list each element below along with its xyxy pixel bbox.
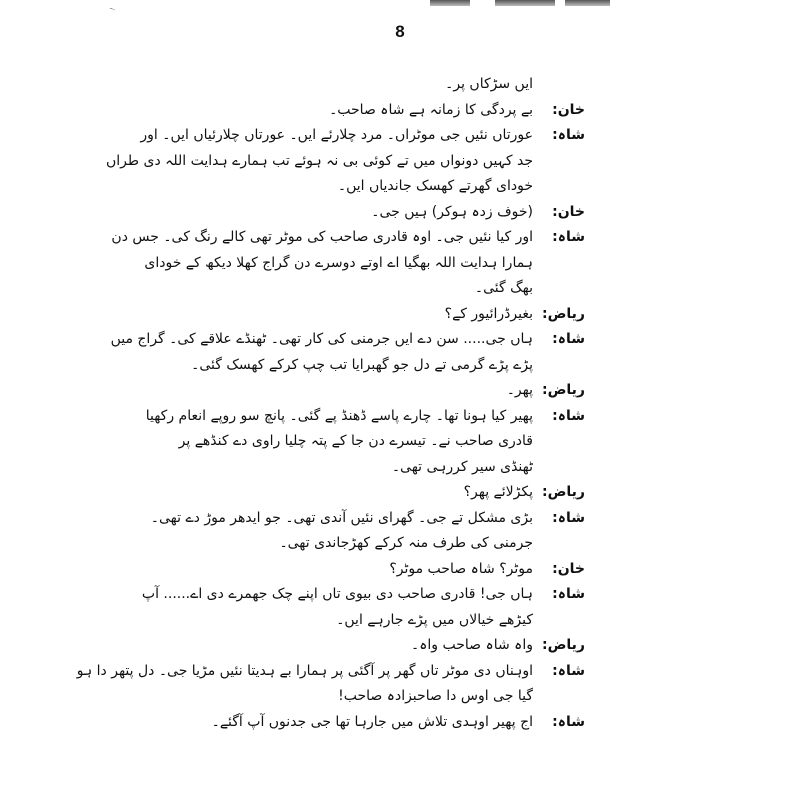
dialogue-continuation [190,353,585,379]
dialogue-line [141,582,585,608]
page-number: 8 [395,22,405,41]
dialogue-text: پڑے پڑے گرمی تے دل جو گھبرایا تب چپ کرکے کھسک گئی۔ [191,356,533,373]
dialogue-text: جد کہیں دونواں میں تے کوئی بی نہ ہوئے تب ہمارے ہدایت اللہ دی طراں [106,152,533,169]
dialogue-text: بھگ گئی۔ [474,280,533,296]
dialogue-text: اوہناں دی موٹر تاں گھر پر آگئی پر ہمارا بے ہدیتا نئیں مڑیا جی۔ دل پتھر دا ہو [76,662,533,679]
dialogue-text: اور کیا نئیں جی۔ اوہ قادری صاحب کی موٹر تھی کالے رنگ کی۔ جس دن [111,229,533,245]
dialogue-text: بے پردگی کا زمانہ ہے شاہ صاحب۔ [329,101,533,118]
dialogue-text: خودای گھرتے کھسک جاندیاں ایں۔ [337,178,533,194]
dialogue-text: ہاں جی..... سن دے ایں جرمنی کی کار تھی۔ ٹھنڈے علاقے کی۔ گراج میں [110,331,533,347]
scan-edge-shadow [565,0,610,6]
scan-edge-shadow [430,0,470,6]
dialogue-text: پھر۔ [506,382,533,398]
dialogue-text: ہاں جی! قادری صاحب دی بیوی تاں اپنے چک جھمرے دی اے...... آپ [141,586,533,602]
speaker-name: خان: [552,560,585,577]
scan-corner-mark: ـ ِ [110,2,115,11]
dialogue-text: اج پھیر اوہدی تلاش میں جارہا تھا جی جدنوں آپ آگئے۔ [211,713,533,730]
speaker-name: شاہ: [552,662,585,679]
dialogue-line [190,633,585,659]
speaker-name: شاہ: [552,509,585,526]
speaker-name: شاہ: [552,407,585,424]
speaker-name: شاہ: [552,127,585,143]
dialogue-continuation [190,174,585,200]
dialogue-text: جرمنی کی طرف منہ کرکے کھڑجاندی تھی۔ [279,535,533,551]
dialogue-continuation [190,531,585,557]
dialogue-line [110,327,585,353]
scan-edge-shadow [495,0,555,6]
dialogue-line [190,710,585,736]
speaker-name: شاہ: [552,586,585,602]
speaker-name: خان: [552,203,585,220]
dialogue-continuation [144,251,585,277]
dialogue-continuation [190,72,585,98]
dialogue-line [190,200,585,226]
speaker-name: خان: [552,101,585,118]
speaker-name: شاہ: [552,331,585,347]
dialogue-text: (خوف زدہ ہوکر) ہیں جی۔ [371,203,533,220]
dialogue-line [190,302,585,328]
speaker-name: ریاض: [541,382,585,398]
dialogue-line [190,378,585,404]
dialogue-text: واہ شاہ صاحب واہ۔ [410,637,533,653]
dialogue-continuation [190,276,585,302]
dialogue-continuation [190,455,585,481]
dialogue-text: بغیرڈرائیور کے؟ [444,305,533,322]
dialogue-text: موٹر؟ شاہ صاحب موٹر؟ [389,560,533,577]
dialogue-text: بڑی مشکل تے جی۔ گھرای نئیں آندی تھی۔ جو ایدھر موڑ دے تھی۔ [150,509,533,526]
dialogue-line [111,225,585,251]
dialogue-line [140,123,585,149]
speaker-name: ریاض: [541,637,585,653]
dialogue-line [76,659,585,685]
dialogue-text: پھیر کیا ہونا تھا۔ چارے پاسے ڈھنڈ پے گئی۔ پانچ سو روپے انعام رکھیا [145,407,533,424]
dialogue-text: پکڑلائے پھر؟ [463,484,533,500]
dialogue-line [190,557,585,583]
dialogue-line [145,404,585,430]
dialogue-continuation [106,149,585,175]
dialogue-line [190,98,585,124]
dialogue-text: عورتاں نئیں جی موٹراں۔ مرد چلارئے ایں۔ عورتاں چلارئیاں ایں۔ اور [140,127,533,143]
dialogue-line [150,506,585,532]
dialogue-text: ٹھنڈی سیر کررہی تھی۔ [391,458,533,475]
play-script [76,72,585,735]
dialogue-text: ہمارا ہدایت اللہ بھگیا اے اوتے دوسرے دن گراج کھلا دیکھ کے خودای [144,254,533,271]
dialogue-line [190,480,585,506]
speaker-name: شاہ: [552,229,585,245]
speaker-name: ریاض: [541,484,585,500]
speaker-name: شاہ: [552,713,585,730]
dialogue-text: گیا جی اوس دا صاحبزادہ صاحب! [338,688,533,704]
dialogue-continuation [190,684,585,710]
dialogue-text: قادری صاحب نے۔ تیسرے دن جا کے پتہ چلیا راوی دے کنڈھے پر [178,433,533,449]
dialogue-continuation [190,608,585,634]
dialogue-text: ایں سڑکاں پر۔ [445,76,533,92]
speaker-name: ریاض: [541,305,585,322]
dialogue-text: کیڑھے خیالاں میں پڑے جارہے ایں۔ [336,611,533,628]
dialogue-continuation [178,429,585,455]
